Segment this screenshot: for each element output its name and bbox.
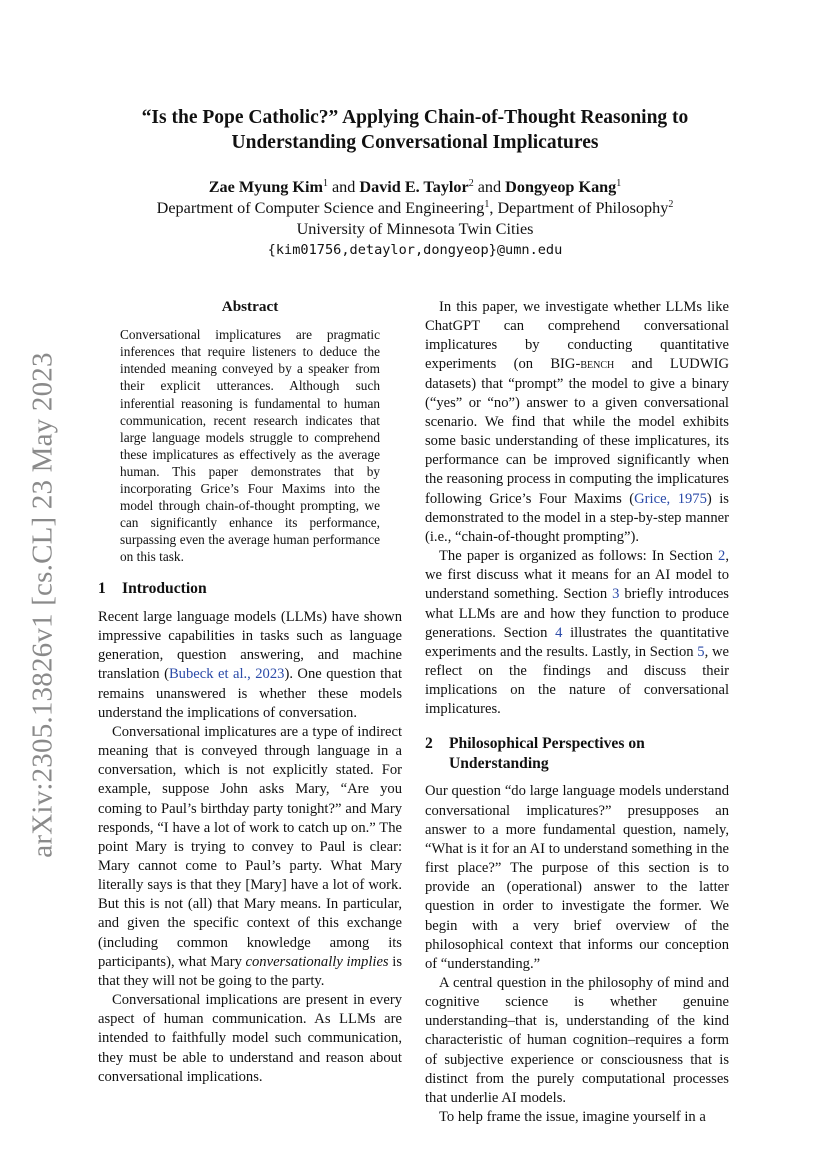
section-2-title-line-1: Philosophical Perspectives on (449, 735, 645, 753)
intro-paragraph-1 (98, 608, 402, 723)
right-p2-text-e: , we reflect on the findings and discuss their implications on the nature of conversational implicatures. (425, 643, 729, 718)
section-3-link[interactable]: 3 (612, 586, 620, 603)
author-3: Dongyeop Kang (505, 178, 617, 196)
section-5-link[interactable]: 5 (697, 643, 705, 660)
right-p1-text-c: ) is demonstrated to the model in a step-by-step manner (i.e., “chain-of-thought prompting”). (425, 490, 729, 545)
intro-paragraph-2 (98, 723, 402, 991)
right-p2-text-a: The paper is organized as follows: In Section (439, 548, 719, 565)
section-2-title (449, 734, 645, 773)
section-2-heading (425, 734, 729, 773)
arxiv-sidebar (22, 352, 64, 858)
author-2: David E. Taylor (359, 178, 469, 196)
citation-bubeck[interactable]: Bubeck et al., 2023 (168, 666, 285, 683)
intro-p1-text-b: ). One question that remains unanswered is whether these models understand the implications of conversation. (98, 666, 402, 721)
abstract-text: Conversational implicatures are pragmatic inferences that require listeners to deduce the intended meaning conveyed by a speaker from their explicit utterances. Although such inferential reasoning is fundamental to human communication, recent research indicates that large language models struggle to comprehend these implicatures as effectively as the average human. This paper demonstrates that by incorporating Grice’s Four Maxims into the model through chain-of-thought prompting, we can significantly enhance its performance, surpassing even the average human performance on this task. (120, 327, 380, 565)
author-emails: {kim01756,detaylor,dongyeop}@umn.edu (267, 242, 563, 258)
right-p1-text-a: In this paper, we investigate whether LLMs like ChatGPT can comprehend conversational implicatures by conducting quantitative experiments (on (425, 299, 729, 373)
intro-p2-emphasis: conversationally implies (245, 953, 389, 970)
right-paragraph-2 (425, 547, 729, 719)
section-2-number: 2 (425, 735, 433, 753)
citation-grice[interactable]: Grice, 1975 (634, 490, 707, 507)
affiliation-2: , Department of Philosophy (489, 199, 669, 217)
intro-p1-text-a: Recent large language models (LLMs) have shown impressive capabilities in tasks such as language generation, question answering, and machine translation ( (98, 608, 402, 683)
affiliation-1-sup: 1 (484, 199, 490, 210)
author-sep-1: and (327, 178, 360, 196)
big-bench-label: BIG-bench (550, 356, 615, 373)
section-1-number: 1 (98, 580, 106, 598)
right-p2-text-b: , we first discuss what it means for an AI model to understand something. Section (425, 548, 729, 603)
section-2-paragraph-2: A central question in the philosophy of mind and cognitive science is whether genuine understanding–that is, understanding of the kind characteristic of human cognition–requires a form of subjective experience or consciousness that is distinct from the purely computational processes that underlie AI models. (425, 975, 729, 1106)
affiliation-2-sup: 2 (668, 199, 674, 210)
affiliations (100, 198, 730, 219)
section-2-paragraph-1: Our question “do large language models understand conversational implicatures?” presupposes an answer to a more fundamental question, namely, “What is it for an AI to understand something in the first place?” The purpose of this section is to provide an (operational) answer to the latter question in order to investigate the former. We begin with a very brief overview of the philosophical context that informs our conception of “understanding.” (425, 783, 729, 972)
title-line-2: Understanding Conversational Implicatures (231, 132, 599, 153)
paper-title (100, 105, 730, 155)
affiliation-1: Department of Computer Science and Engineering (156, 199, 485, 217)
section-2-paragraph-3: To help frame the issue, imagine yourself in a (439, 1109, 706, 1126)
left-column (98, 297, 402, 1087)
section-2-link[interactable]: 2 (718, 548, 726, 565)
section-4-link[interactable]: 4 (555, 624, 563, 641)
right-p2-text-d: illustrates the quantitative experiments and the results. Lastly, in Section (425, 624, 729, 660)
author-3-sup: 1 (616, 178, 622, 189)
author-block (100, 177, 730, 261)
author-sep-2: and (473, 178, 506, 196)
intro-p2-text-a: Conversational implicatures are a type of indirect meaning that is conveyed through language in a conversation, which is not explicitly stated. For example, suppose John asks Mary, “Are you coming to Paul’s birthday party tonight?” and Mary responds, “I have a lot of work to catch up on.” The point Mary is trying to convey to Paul is clear: Mary cannot come to Paul’s party. What Mary literally says is that they [Mary] have a lot of work. But this is not (all) that Mary means. In particular, and given the specific context of this exchange (including common knowledge among its participants), what Mary (98, 723, 402, 970)
intro-p2-text-b: is that they will not be going to the party. (98, 953, 402, 989)
title-line-1: “Is the Pope Catholic?” Applying Chain-of-Thought Reasoning to (141, 107, 689, 128)
author-names (100, 177, 730, 198)
section-2-title-line-2: Understanding (449, 754, 549, 772)
section-1-heading (98, 579, 402, 599)
author-2-sup: 2 (468, 178, 474, 189)
section-1-title: Introduction (122, 580, 207, 598)
right-paragraph-1 (425, 298, 729, 547)
author-1: Zae Myung Kim (208, 178, 323, 196)
right-column (425, 297, 729, 1127)
university: University of Minnesota Twin Cities (296, 220, 534, 238)
abstract-heading: Abstract (221, 298, 279, 315)
arxiv-identifier: arXiv:2305.13826v1 [cs.CL] 23 May 2023 (26, 352, 59, 858)
right-p2-text-c: briefly introduces what LLMs are and how they function to produce generations. Section (425, 586, 729, 641)
author-1-sup: 1 (322, 178, 328, 189)
intro-paragraph-3: Conversational implications are present in every aspect of human communication. As LLMs are intended to faithfully model such communication, they must be able to understand and reason about conversational implications. (98, 992, 402, 1085)
right-p1-text-b: and LUDWIG datasets) that “prompt” the model to give a binary (“yes” or “no”) answer to a given conversational scenario. We find that while the model exhibits some basic understanding of these implicatures, its performance can be improved significantly when the reasoning process in computing the implicatures following Grice’s Four Maxims ( (425, 356, 729, 507)
